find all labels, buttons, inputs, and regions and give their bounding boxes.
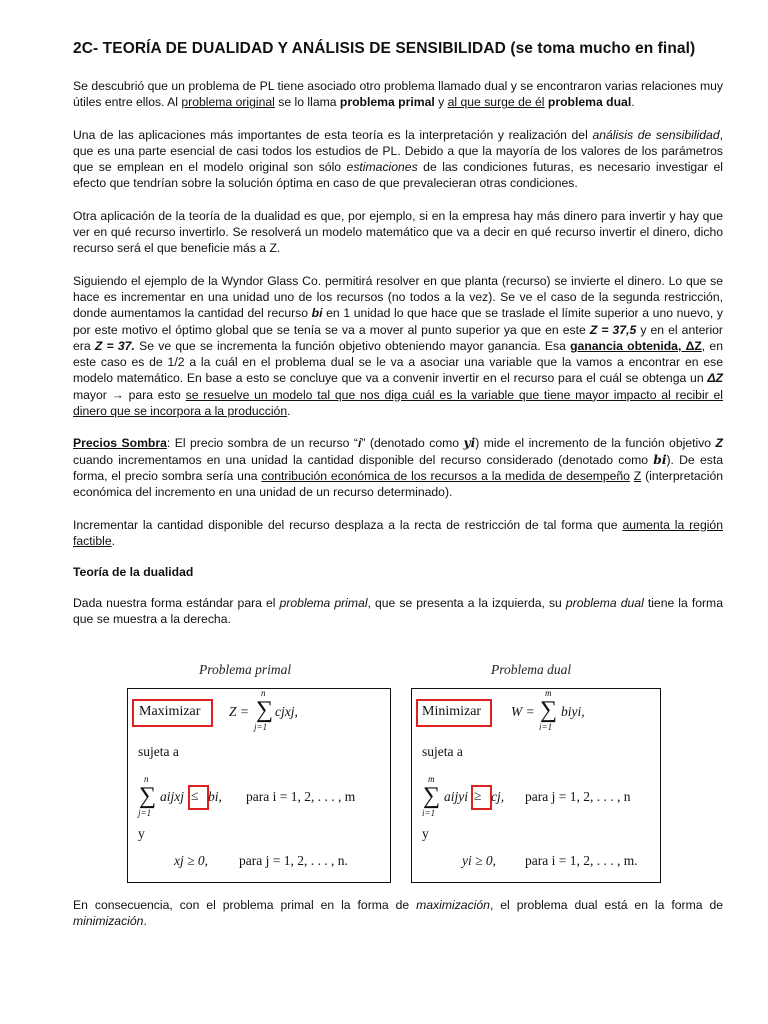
constraint-rhs: cj, (491, 789, 505, 804)
text-underlined: aumenta la región factible (73, 517, 723, 548)
nonnegativity: xj ≥ 0, (174, 853, 209, 868)
paragraph-intro (73, 78, 723, 111)
text: (interpretación económica del incremento en una unidad de un recurso determinado). (73, 468, 723, 500)
dual-problem-figure (411, 688, 661, 883)
and-label: y (138, 826, 145, 841)
text: En consecuencia, con el problema primal en la forma de (73, 898, 417, 912)
sum-upper-index: m (545, 688, 552, 698)
objective-term: cjxj, (275, 704, 298, 719)
objective-label: Z = (229, 704, 249, 719)
text: y en el anterior era (73, 322, 723, 353)
text-math: bi (311, 306, 323, 321)
text: ) mide el incremento de la función objetivo (475, 436, 716, 451)
constraint-range: para j = 1, 2, . . . , n (525, 789, 631, 804)
nonnegativity-range: para j = 1, 2, . . . , n. (239, 853, 348, 868)
paragraph-investment: Otra aplicación de la teoría de la dualidad es que, por ejemplo, si en la empresa hay más dinero para invertir y hay que ver en qué recurso invertirlo. Se resolverá un modelo matemático que va a decir en qué recurso invertir el dinero, dicho recurso será el que beneficie más a Z. (73, 208, 723, 256)
paragraph-conclusion (73, 897, 723, 930)
paragraph-shadow-prices (73, 435, 723, 500)
objective-word: Minimizar (422, 704, 482, 719)
paragraph-feasible-region (73, 517, 723, 550)
text: ). De esta forma, el precio sombra sería una (73, 452, 723, 483)
text-math: Z = 37. (94, 338, 135, 353)
text-underlined: problema original (181, 95, 275, 110)
text: : El precio sombra de un recurso “ (166, 436, 358, 451)
objective-term: biyi, (561, 704, 585, 719)
nonnegativity-range: para i = 1, 2, . . . , m. (525, 853, 638, 868)
constraint-relation: ≤ (191, 788, 199, 803)
text-math: Z = 37,5 (589, 322, 637, 337)
text-bold-underlined: Precios Sombra (73, 436, 167, 451)
text-math: ΔZ (707, 371, 723, 386)
sum-upper-index: m (428, 774, 435, 784)
dual-caption: Problema dual (491, 662, 572, 677)
text: , que es una parte esencial de casi todos los estudios de PL. Debido a que la mayoría de los valores de los parámetros que se emplean en el modelo original son sólo (73, 127, 723, 175)
text-math: i (357, 436, 362, 451)
text: en 1 unidad lo que hace que se traslade el límite superior a uno nuevo, y por este motivo el óptimo global que se tenía se va a mover al punto superior ya que en este (73, 306, 723, 337)
text-italic: problema dual (565, 596, 644, 611)
constraint-term: aijxj (160, 789, 184, 804)
text-italic: maximización (416, 898, 490, 912)
text-italic: minimización (73, 914, 144, 929)
section-heading: Teoría de la dualidad (73, 565, 194, 580)
text-math: bi (653, 452, 667, 467)
text-italic: análisis de sensibilidad (592, 127, 720, 142)
text: Se ve que se incrementa la función objetivo obteniendo mayor ganancia. Esa (134, 338, 571, 353)
text: , el problema dual está en la forma de (489, 898, 723, 912)
objective-word: Maximizar (139, 704, 201, 719)
sum-lower-index: j=1 (138, 808, 152, 818)
text: ” (denotado como (361, 436, 464, 451)
paragraph-wyndor (73, 273, 723, 420)
sum-lower-index: j=1 (254, 722, 268, 732)
text: , que se presenta a la izquierda, su (367, 596, 566, 611)
text: y (434, 95, 448, 110)
primal-caption: Problema primal (199, 662, 292, 677)
text-math: Z (715, 436, 723, 451)
paragraph-duality-forms (73, 595, 723, 628)
text: Se descubrió que un problema de PL tiene asociado otro problema llamado dual y se encontraron varias relaciones muy útiles entre ellos. Al (73, 79, 723, 110)
constraint-range: para i = 1, 2, . . . , m (246, 789, 356, 804)
text-italic: estimaciones (346, 160, 418, 175)
constraint-term: aijyi (444, 789, 468, 804)
text-math: yi (463, 436, 476, 451)
summation-symbol: ∑ (256, 697, 274, 723)
text: Una de las aplicaciones más importantes de esta teoría es la interpretación y realización del (73, 127, 593, 142)
text-underlined: Z (633, 468, 642, 483)
paragraph-sensitivity (73, 127, 723, 192)
summation-symbol: ∑ (139, 783, 157, 809)
text-bold: problema dual (547, 95, 632, 110)
objective-label: W = (511, 704, 535, 719)
text-italic: problema primal (279, 596, 368, 611)
text: , en este caso es de 1/2 a la cuál en el problema dual se le va a asociar una variable que la vamos a encontrar en ese modelo matemático. En base a esto se concluye que va a convenir invertir en el recurso para el cuál se obtenga un (73, 338, 723, 386)
text-bold: problema primal (339, 95, 435, 110)
text: Siguiendo el ejemplo de la Wyndor Glass Co. permitirá resolver en que planta (recurso) se invierte el dinero. Lo que se hace es incrementar en una unidad uno de los recursos (no todos a la vez). Se ve el caso de la segunda restricción, donde aumentamos la cantidad del recurso (73, 273, 723, 321)
text: se lo llama (274, 95, 340, 110)
document-page (73, 40, 723, 644)
sum-upper-index: n (144, 774, 149, 784)
subject-to-label: sujeta a (422, 744, 463, 759)
text: Incrementar la cantidad disponible del recurso desplaza a la recta de restricción de tal forma que (73, 517, 623, 532)
sum-lower-index: i=1 (539, 722, 553, 732)
text: . (143, 914, 147, 929)
summation-symbol: ∑ (423, 783, 441, 809)
and-label: y (422, 826, 429, 841)
text: . (631, 95, 635, 110)
page-title: 2C- TEORÍA DE DUALIDAD Y ANÁLISIS DE SENSIBILIDAD (se toma mucho en final) (73, 40, 696, 57)
text: Dada nuestra forma estándar para el (73, 596, 280, 611)
sum-upper-index: n (261, 688, 266, 698)
text: de las condiciones futuras, es necesario investigar el efecto que tendrían sobre la solución óptima en caso de que prevalecieran otras condiciones. (73, 160, 723, 191)
summation-symbol: ∑ (540, 697, 558, 723)
subject-to-label: sujeta a (138, 744, 179, 759)
text: mayor → para esto (73, 387, 186, 402)
primal-problem-figure (127, 688, 391, 883)
text: . (287, 404, 291, 419)
text-underlined: se resuelve un modelo tal que nos diga cuál es la variable que tiene mayor impacto al recibir el dinero que se incorpora a la producción (73, 387, 723, 419)
text: tiene la forma que se muestra a la derecha. (73, 596, 723, 627)
constraint-rhs: bi, (208, 789, 222, 804)
text: cuando incrementamos en una unidad la cantidad disponible del recurso considerado (denotado como (73, 452, 654, 467)
text-bold-underlined: ganancia obtenida, ΔZ (570, 338, 702, 353)
text-underlined: al que surge de él (447, 95, 545, 110)
nonnegativity: yi ≥ 0, (462, 853, 497, 868)
constraint-relation: ≥ (474, 788, 482, 803)
text-underlined: contribución económica de los recursos a la medida de desempeño (261, 468, 630, 483)
text: . (111, 533, 116, 548)
document-page-bottom (73, 897, 723, 946)
sum-lower-index: i=1 (422, 808, 436, 818)
